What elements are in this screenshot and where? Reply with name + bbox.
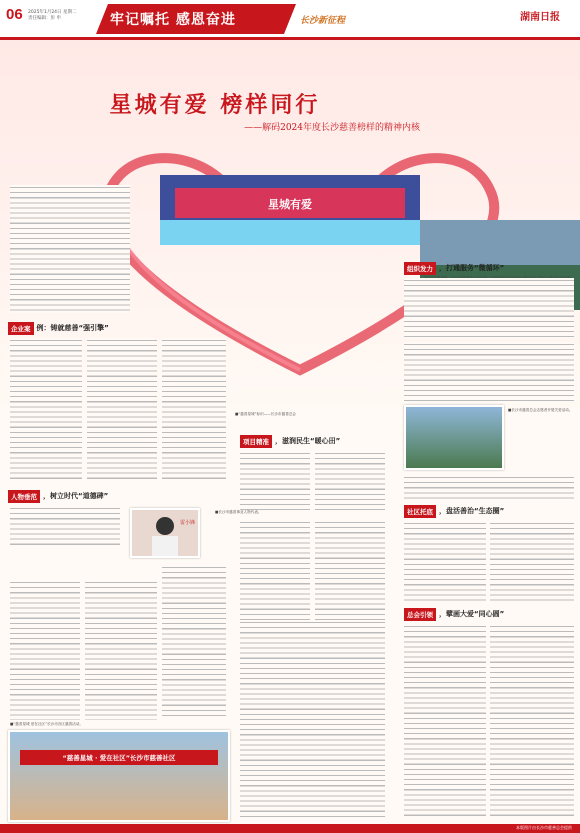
association-text-c [240,620,385,820]
bottom-banner: “慈善星城 · 爱在社区”长沙市慈善社区 [20,750,218,765]
enterprise-text-c [162,338,226,483]
community-text-b [490,521,574,601]
organization-photo [404,405,504,470]
heart-caption: ■“慈善星城”标识——长沙市慈善总会 [235,412,297,416]
section-association: 总会引领 ，擘画大爱“同心圆” [404,608,574,620]
section-community: 社区托底 ，盘活善治“生态圈” [404,505,574,517]
svg-text:星城有爱: 星城有爱 [268,198,312,211]
person-caption: ■长沙市慈善事业人物代表。 [215,510,262,514]
banner-title: 牢记嘱托 感恩奋进 [110,12,236,28]
project-text-a [240,451,310,511]
organization-text-c [404,475,574,500]
bottom-caption: ■“慈善星城 爱在社区”长沙市各区慈善活动。 [10,722,83,726]
section-person: 人物垂范 ，树立时代“道德碑” [8,490,138,502]
section-project: 项目精准 ，滋润民生“暖心田” [240,435,400,447]
person-text-c [85,580,157,720]
section-organization: 组织发力 ，打通服务“微循环” [404,262,574,274]
banner-subtitle: 长沙新征程 [300,16,346,26]
newspaper-logo: 湖南日报 [520,12,560,23]
date-line: 2025年1月24日 星期二 责任编辑：彭 申 [28,10,77,21]
headline-title: 星城有爱 榜样同行 [109,92,321,118]
organization-text-a [404,278,574,338]
page-footer: 本版图片由长沙市慈善总会提供 [0,824,580,833]
intro-text [10,185,130,313]
person-photo [130,508,200,558]
svg-text:雷小锋: 雷小锋 [180,520,196,526]
association-text-a [404,624,486,820]
person-text-b [10,580,80,720]
enterprise-text-b [87,338,157,483]
right-caption: ■长沙市慈善总会志愿者开展关爱活动。 [508,408,573,412]
project-text-b [315,451,385,511]
person-text-d [162,565,226,720]
community-text-a [404,521,486,601]
section-enterprise: 企业案 例：铸就慈善“强引擎” [8,322,138,334]
headline-subtitle: ——解码2024年度长沙慈善榜样的精神内核 [244,123,420,133]
person-text-a [10,506,120,546]
page-header [0,0,580,40]
page-number: 06 [6,6,23,23]
association-text-b [490,624,574,820]
enterprise-text-a [10,338,82,483]
organization-text-b [404,342,574,402]
community-event-photo [8,730,230,822]
